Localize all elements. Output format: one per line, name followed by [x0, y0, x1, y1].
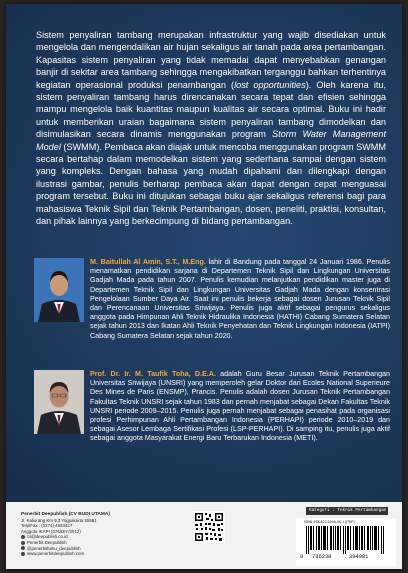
- barcode-digits-left: 786238: [312, 554, 332, 560]
- facebook-icon: [21, 541, 25, 545]
- author-bio-1: M. Baitullah Al Amin, S.T., M.Eng. lahir di Bandung pada tanggal 24 Januari 1986. Penulis menamatkan pendidikan sarjana di Departemen Teknik Sipil dan Lingkungan Universitas Gadjah Mada pada tahun 2007. Penulis kemudian melanjutkan pendidikan master juga di Departemen Teknik Sipil dan Lingkungan Universitas Gadjah Mada dengan konsentrasi Pengelolaan Sumber Daya Air. Saat ini penulis bekerja sebagai dosen Jurusan Teknik Sipil dan Perencanaan Universitas Sriwijaya. Penulis juga aktif sebagai pengurus sekaligus anggota pada Himpunan Ahli Teknik Hidraulika Indonesia (HATHI) Cabang Sumatera Selatan sejak tahun 2013 dan Ikatan Ahli Teknik Penyehatan dan Teknik Lingkungan Indonesia (IATPI) Cabang Sumatera Selatan sejak tahun 2020.: [90, 258, 390, 340]
- cover-footer: [6, 502, 402, 569]
- publisher-phone: Telp/Fax : (0274) 4533427: [21, 523, 73, 529]
- publisher-instagram-row: @penerbitbuku_deepublish: [21, 546, 161, 552]
- qr-code: [193, 511, 225, 543]
- publisher-email-row: cs@deepublish.co.id: [21, 534, 161, 540]
- back-cover: [6, 4, 402, 569]
- globe-icon: [21, 552, 25, 556]
- publisher-address: Jl. Kaliurang Km 9,3 Yogyakarta 55581: [21, 517, 97, 523]
- book-description: Sistem penyaliran tambang merupakan infrastruktur yang wajib disediakan untuk mengelola dan mengendalikan air hujan sekaligus air tanah pada area pertambangan. Kapasitas sistem penyaliran yang tidak memadai dapat menyebabkan genangan banjir di sekitar area tambang sehingga mengakibatkan terganggu bahkan terhentinya kegiatan operasional produksi penambangan (lost opportunities). Oleh karena itu, sistem penyaliran tambang harus direncanakan secara tepat dan efisien sehingga mampu mengelola baik kuantitas maupun kualitas air secara optimal. Buku ini hadir untuk memberikan uraian bagaimana sistem penyaliran tambang dimodelkan dan disimulasikan secara dinamis menggunakan program Storm Water Management Model (SWMM). Pembaca akan diajak untuk mencoba menggunakan program SWMM secara bertahap dalam memodelkan sistem yang sederhana sampai dengan sistem yang kompleks. Dengan bahasa yang mudah dipahami dan dilengkapi dengan ilustrasi gambar, penulis berharap pembaca akan dapat dengan cepat menguasai program tersebut. Buku ini ditujukan sebagai buku ajar sekaligus referensi bagi para mahasiswa Teknik Sipil dan Teknik Pertambangan, dosen, peneliti, praktisi, konsultan, dan pihak lainnya yang berkecimpung di bidang pertambangan.: [36, 30, 387, 227]
- instagram-icon: [21, 546, 25, 550]
- publisher-website-row: www.penerbitdeepublish.com: [21, 551, 161, 557]
- publisher-facebook-row: Penerbit Deepublish: [21, 540, 161, 546]
- publisher-info: [21, 512, 161, 557]
- barcode: [306, 526, 386, 554]
- barcode-digits-right: 394081: [349, 554, 369, 560]
- author-bio-2: Prof. Dr. Ir. M. Taufik Toha, D.E.A. adalah Guru Besar Jurusan Teknik Pertambangan Universitas Sriwijaya (UNSRI) yang memperoleh gelar Doktor dari Ecoles National Superieure Des Mines de Paris (ENSMP), Prancis. Penulis adalah dosen Jurusan Teknik Pertambangan Fakultas Teknik UNSRI sejak tahun 1983 dan pernah menjabat sebagai Dekan Fakultas Teknik UNSRI periode 2009–2015. Penulis juga pernah menjabat sebagai penasihat pada organisasi profesi Perhimpunan Ahli Pertambangan Indonesia (PERHAPI) periode 2010–2019 dan sebagai Asesor Lembaga Sertifikasi Profesi (LSP-PERHAPI). Di samping itu, penulis juga aktif sebagai anggota Masyarakat Energi Baru Terbarukan Indonesia (METI).: [90, 370, 390, 443]
- isbn-text: ISBN 978-623-0006-06-1 (PDF): [304, 520, 355, 524]
- barcode-panel: [296, 518, 396, 566]
- category-label: Kategori : Teknik Pertambangan: [306, 507, 388, 515]
- barcode-digit-first: 9: [300, 554, 304, 560]
- author-photo-1: [34, 258, 84, 322]
- email-icon: [21, 535, 25, 539]
- publisher-member: Anggota IKAPI (076/DIY/2012): [21, 528, 81, 534]
- publisher-name: Penerbit Deepublish (CV BUDI UTAMA): [21, 512, 110, 517]
- author-photo-2: [34, 370, 84, 434]
